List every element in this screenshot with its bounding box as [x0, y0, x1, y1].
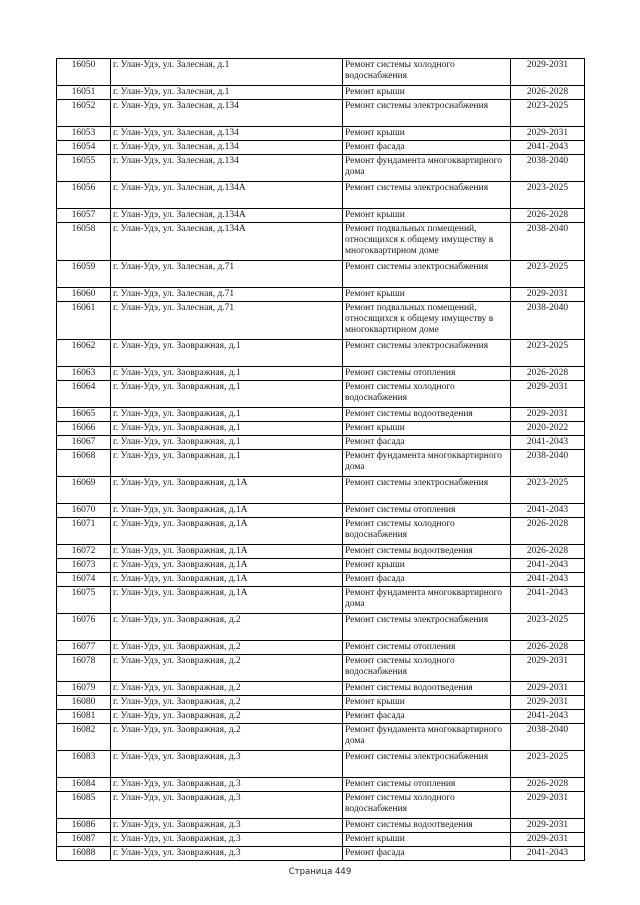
row-number: 16075: [57, 587, 111, 614]
row-work-type: Ремонт системы отопления: [343, 641, 511, 655]
table-row: [57, 436, 585, 450]
row-address: г. Улан-Удэ, ул. Заовражная, д.1А: [111, 504, 343, 518]
row-number: 16068: [57, 450, 111, 477]
row-work-type: Ремонт системы электроснабжения: [343, 614, 511, 641]
row-period: 2023-2025: [511, 182, 585, 209]
row-work-type: Ремонт фасада: [343, 141, 511, 155]
row-address: г. Улан-Удэ, ул. Заовражная, д.1А: [111, 587, 343, 614]
table-row: [57, 86, 585, 100]
row-period: 2041-2043: [511, 710, 585, 724]
row-period: 2041-2043: [511, 504, 585, 518]
row-number: 16076: [57, 614, 111, 641]
table-row: [57, 59, 585, 86]
table-row: [57, 559, 585, 573]
table-row: [57, 155, 585, 182]
works-table-body: [57, 59, 585, 861]
table-row: [57, 710, 585, 724]
row-period: 2029-2031: [511, 127, 585, 141]
row-number: 16082: [57, 724, 111, 751]
row-period: 2038-2040: [511, 223, 585, 261]
row-address: г. Улан-Удэ, ул. Заовражная, д.2: [111, 696, 343, 710]
row-work-type: Ремонт подвальных помещений, относящихся к общему имуществу в многоквартирном доме: [343, 302, 511, 340]
row-address: г. Улан-Удэ, ул. Заовражная, д.1: [111, 340, 343, 367]
row-period: 2038-2040: [511, 302, 585, 340]
table-row: [57, 751, 585, 778]
row-address: г. Улан-Удэ, ул. Залесная, д.134: [111, 155, 343, 182]
row-period: 2029-2031: [511, 833, 585, 847]
row-address: г. Улан-Удэ, ул. Заовражная, д.3: [111, 847, 343, 861]
row-work-type: Ремонт фасада: [343, 573, 511, 587]
table-row: [57, 655, 585, 682]
row-number: 16085: [57, 792, 111, 819]
row-work-type: Ремонт фундамента многоквартирного дома: [343, 724, 511, 751]
row-period: 2023-2025: [511, 100, 585, 127]
row-work-type: Ремонт системы электроснабжения: [343, 340, 511, 367]
row-address: г. Улан-Удэ, ул. Заовражная, д.1А: [111, 545, 343, 559]
row-period: 2029-2031: [511, 696, 585, 710]
row-number: 16077: [57, 641, 111, 655]
table-row: [57, 819, 585, 833]
table-row: [57, 340, 585, 367]
row-address: г. Улан-Удэ, ул. Заовражная, д.2: [111, 682, 343, 696]
row-address: г. Улан-Удэ, ул. Заовражная, д.2: [111, 724, 343, 751]
table-row: [57, 545, 585, 559]
table-row: [57, 127, 585, 141]
table-row: [57, 182, 585, 209]
table-row: [57, 614, 585, 641]
row-period: 2029-2031: [511, 682, 585, 696]
row-address: г. Улан-Удэ, ул. Залесная, д.71: [111, 302, 343, 340]
row-period: 2023-2025: [511, 261, 585, 288]
row-number: 16053: [57, 127, 111, 141]
table-row: [57, 223, 585, 261]
row-address: г. Улан-Удэ, ул. Заовражная, д.3: [111, 778, 343, 792]
row-work-type: Ремонт подвальных помещений, относящихся к общему имуществу в многоквартирном доме: [343, 223, 511, 261]
row-number: 16083: [57, 751, 111, 778]
page-number: Страница 449: [288, 867, 352, 877]
row-work-type: Ремонт крыши: [343, 559, 511, 573]
works-table: [56, 58, 585, 861]
table-row: [57, 288, 585, 302]
table-row: [57, 302, 585, 340]
row-work-type: Ремонт крыши: [343, 86, 511, 100]
row-address: г. Улан-Удэ, ул. Заовражная, д.3: [111, 819, 343, 833]
table-row: [57, 477, 585, 504]
row-work-type: Ремонт системы электроснабжения: [343, 261, 511, 288]
row-period: 2038-2040: [511, 450, 585, 477]
row-address: г. Улан-Удэ, ул. Заовражная, д.2: [111, 641, 343, 655]
table-row: [57, 641, 585, 655]
table-row: [57, 682, 585, 696]
row-work-type: Ремонт системы холодного водоснабжения: [343, 518, 511, 545]
table-row: [57, 381, 585, 408]
table-row: [57, 367, 585, 381]
row-work-type: Ремонт системы холодного водоснабжения: [343, 381, 511, 408]
row-number: 16051: [57, 86, 111, 100]
row-work-type: Ремонт крыши: [343, 288, 511, 302]
row-address: г. Улан-Удэ, ул. Залесная, д.71: [111, 288, 343, 302]
row-period: 2023-2025: [511, 751, 585, 778]
row-address: г. Улан-Удэ, ул. Заовражная, д.2: [111, 614, 343, 641]
table-row: [57, 724, 585, 751]
row-number: 16063: [57, 367, 111, 381]
row-work-type: Ремонт системы холодного водоснабжения: [343, 59, 511, 86]
row-number: 16062: [57, 340, 111, 367]
row-period: 2041-2043: [511, 559, 585, 573]
table-row: [57, 696, 585, 710]
row-number: 16084: [57, 778, 111, 792]
row-number: 16055: [57, 155, 111, 182]
row-work-type: Ремонт крыши: [343, 696, 511, 710]
row-number: 16054: [57, 141, 111, 155]
row-address: г. Улан-Удэ, ул. Заовражная, д.1А: [111, 573, 343, 587]
row-period: 2041-2043: [511, 573, 585, 587]
row-address: г. Улан-Удэ, ул. Залесная, д.134: [111, 141, 343, 155]
row-period: 2023-2025: [511, 614, 585, 641]
row-work-type: Ремонт крыши: [343, 127, 511, 141]
row-number: 16081: [57, 710, 111, 724]
row-number: 16072: [57, 545, 111, 559]
row-number: 16073: [57, 559, 111, 573]
row-number: 16052: [57, 100, 111, 127]
row-period: 2026-2028: [511, 367, 585, 381]
row-work-type: Ремонт системы водоотведения: [343, 819, 511, 833]
row-number: 16057: [57, 209, 111, 223]
row-work-type: Ремонт системы электроснабжения: [343, 751, 511, 778]
row-number: 16066: [57, 422, 111, 436]
table-row: [57, 408, 585, 422]
row-period: 2026-2028: [511, 778, 585, 792]
row-address: г. Улан-Удэ, ул. Заовражная, д.1: [111, 408, 343, 422]
row-address: г. Улан-Удэ, ул. Залесная, д.134: [111, 100, 343, 127]
row-period: 2029-2031: [511, 288, 585, 302]
row-period: 2026-2028: [511, 209, 585, 223]
row-address: г. Улан-Удэ, ул. Заовражная, д.3: [111, 751, 343, 778]
row-address: г. Улан-Удэ, ул. Заовражная, д.3: [111, 792, 343, 819]
row-work-type: Ремонт фасада: [343, 436, 511, 450]
row-number: 16067: [57, 436, 111, 450]
row-number: 16065: [57, 408, 111, 422]
row-address: г. Улан-Удэ, ул. Заовражная, д.2: [111, 710, 343, 724]
row-period: 2023-2025: [511, 340, 585, 367]
row-period: 2026-2028: [511, 518, 585, 545]
row-work-type: Ремонт системы электроснабжения: [343, 100, 511, 127]
row-number: 16088: [57, 847, 111, 861]
table-row: [57, 518, 585, 545]
table-row: [57, 141, 585, 155]
table-row: [57, 209, 585, 223]
row-work-type: Ремонт системы водоотведения: [343, 682, 511, 696]
row-work-type: Ремонт крыши: [343, 209, 511, 223]
row-number: 16087: [57, 833, 111, 847]
row-period: 2041-2043: [511, 587, 585, 614]
row-address: г. Улан-Удэ, ул. Заовражная, д.1: [111, 422, 343, 436]
row-address: г. Улан-Удэ, ул. Заовражная, д.1А: [111, 559, 343, 573]
row-work-type: Ремонт системы электроснабжения: [343, 182, 511, 209]
row-work-type: Ремонт фундамента многоквартирного дома: [343, 587, 511, 614]
row-period: 2038-2040: [511, 155, 585, 182]
row-number: 16074: [57, 573, 111, 587]
row-address: г. Улан-Удэ, ул. Заовражная, д.1А: [111, 477, 343, 504]
row-number: 16086: [57, 819, 111, 833]
row-address: г. Улан-Удэ, ул. Залесная, д.1: [111, 59, 343, 86]
row-period: 2029-2031: [511, 792, 585, 819]
row-period: 2029-2031: [511, 408, 585, 422]
row-number: 16060: [57, 288, 111, 302]
row-work-type: Ремонт системы отопления: [343, 367, 511, 381]
row-number: 16050: [57, 59, 111, 86]
table-row: [57, 261, 585, 288]
row-address: г. Улан-Удэ, ул. Заовражная, д.1: [111, 381, 343, 408]
table-row: [57, 833, 585, 847]
row-address: г. Улан-Удэ, ул. Залесная, д.134А: [111, 209, 343, 223]
row-address: г. Улан-Удэ, ул. Залесная, д.134: [111, 127, 343, 141]
table-row: [57, 587, 585, 614]
row-number: 16058: [57, 223, 111, 261]
row-address: г. Улан-Удэ, ул. Заовражная, д.1: [111, 436, 343, 450]
row-period: 2026-2028: [511, 641, 585, 655]
row-work-type: Ремонт фасада: [343, 847, 511, 861]
row-address: г. Улан-Удэ, ул. Заовражная, д.1А: [111, 518, 343, 545]
row-address: г. Улан-Удэ, ул. Заовражная, д.1: [111, 367, 343, 381]
row-work-type: Ремонт системы электроснабжения: [343, 477, 511, 504]
table-row: [57, 778, 585, 792]
row-period: 2023-2025: [511, 477, 585, 504]
row-period: 2026-2028: [511, 86, 585, 100]
row-period: 2029-2031: [511, 819, 585, 833]
row-work-type: Ремонт системы отопления: [343, 504, 511, 518]
row-address: г. Улан-Удэ, ул. Заовражная, д.2: [111, 655, 343, 682]
row-period: 2029-2031: [511, 59, 585, 86]
row-address: г. Улан-Удэ, ул. Залесная, д.71: [111, 261, 343, 288]
table-row: [57, 422, 585, 436]
table-row: [57, 847, 585, 861]
row-period: 2026-2028: [511, 545, 585, 559]
row-work-type: Ремонт системы отопления: [343, 778, 511, 792]
row-number: 16064: [57, 381, 111, 408]
row-number: 16079: [57, 682, 111, 696]
row-work-type: Ремонт системы холодного водоснабжения: [343, 655, 511, 682]
row-period: 2029-2031: [511, 381, 585, 408]
table-row: [57, 450, 585, 477]
row-number: 16070: [57, 504, 111, 518]
row-address: г. Улан-Удэ, ул. Залесная, д.1: [111, 86, 343, 100]
row-period: 2020-2022: [511, 422, 585, 436]
row-period: 2041-2043: [511, 436, 585, 450]
row-work-type: Ремонт системы водоотведения: [343, 408, 511, 422]
row-number: 16078: [57, 655, 111, 682]
row-work-type: Ремонт крыши: [343, 833, 511, 847]
row-address: г. Улан-Удэ, ул. Залесная, д.134А: [111, 223, 343, 261]
row-period: 2029-2031: [511, 655, 585, 682]
row-number: 16080: [57, 696, 111, 710]
table-row: [57, 573, 585, 587]
row-work-type: Ремонт фасада: [343, 710, 511, 724]
row-period: 2041-2043: [511, 141, 585, 155]
table-row: [57, 100, 585, 127]
row-number: 16059: [57, 261, 111, 288]
row-number: 16071: [57, 518, 111, 545]
row-work-type: Ремонт системы водоотведения: [343, 545, 511, 559]
row-work-type: Ремонт фундамента многоквартирного дома: [343, 450, 511, 477]
row-address: г. Улан-Удэ, ул. Заовражная, д.1: [111, 450, 343, 477]
row-work-type: Ремонт крыши: [343, 422, 511, 436]
row-work-type: Ремонт системы холодного водоснабжения: [343, 792, 511, 819]
row-work-type: Ремонт фундамента многоквартирного дома: [343, 155, 511, 182]
row-number: 16061: [57, 302, 111, 340]
row-period: 2038-2040: [511, 724, 585, 751]
table-row: [57, 504, 585, 518]
row-address: г. Улан-Удэ, ул. Заовражная, д.3: [111, 833, 343, 847]
table-row: [57, 792, 585, 819]
row-period: 2041-2043: [511, 847, 585, 861]
row-number: 16056: [57, 182, 111, 209]
row-number: 16069: [57, 477, 111, 504]
row-address: г. Улан-Удэ, ул. Залесная, д.134А: [111, 182, 343, 209]
